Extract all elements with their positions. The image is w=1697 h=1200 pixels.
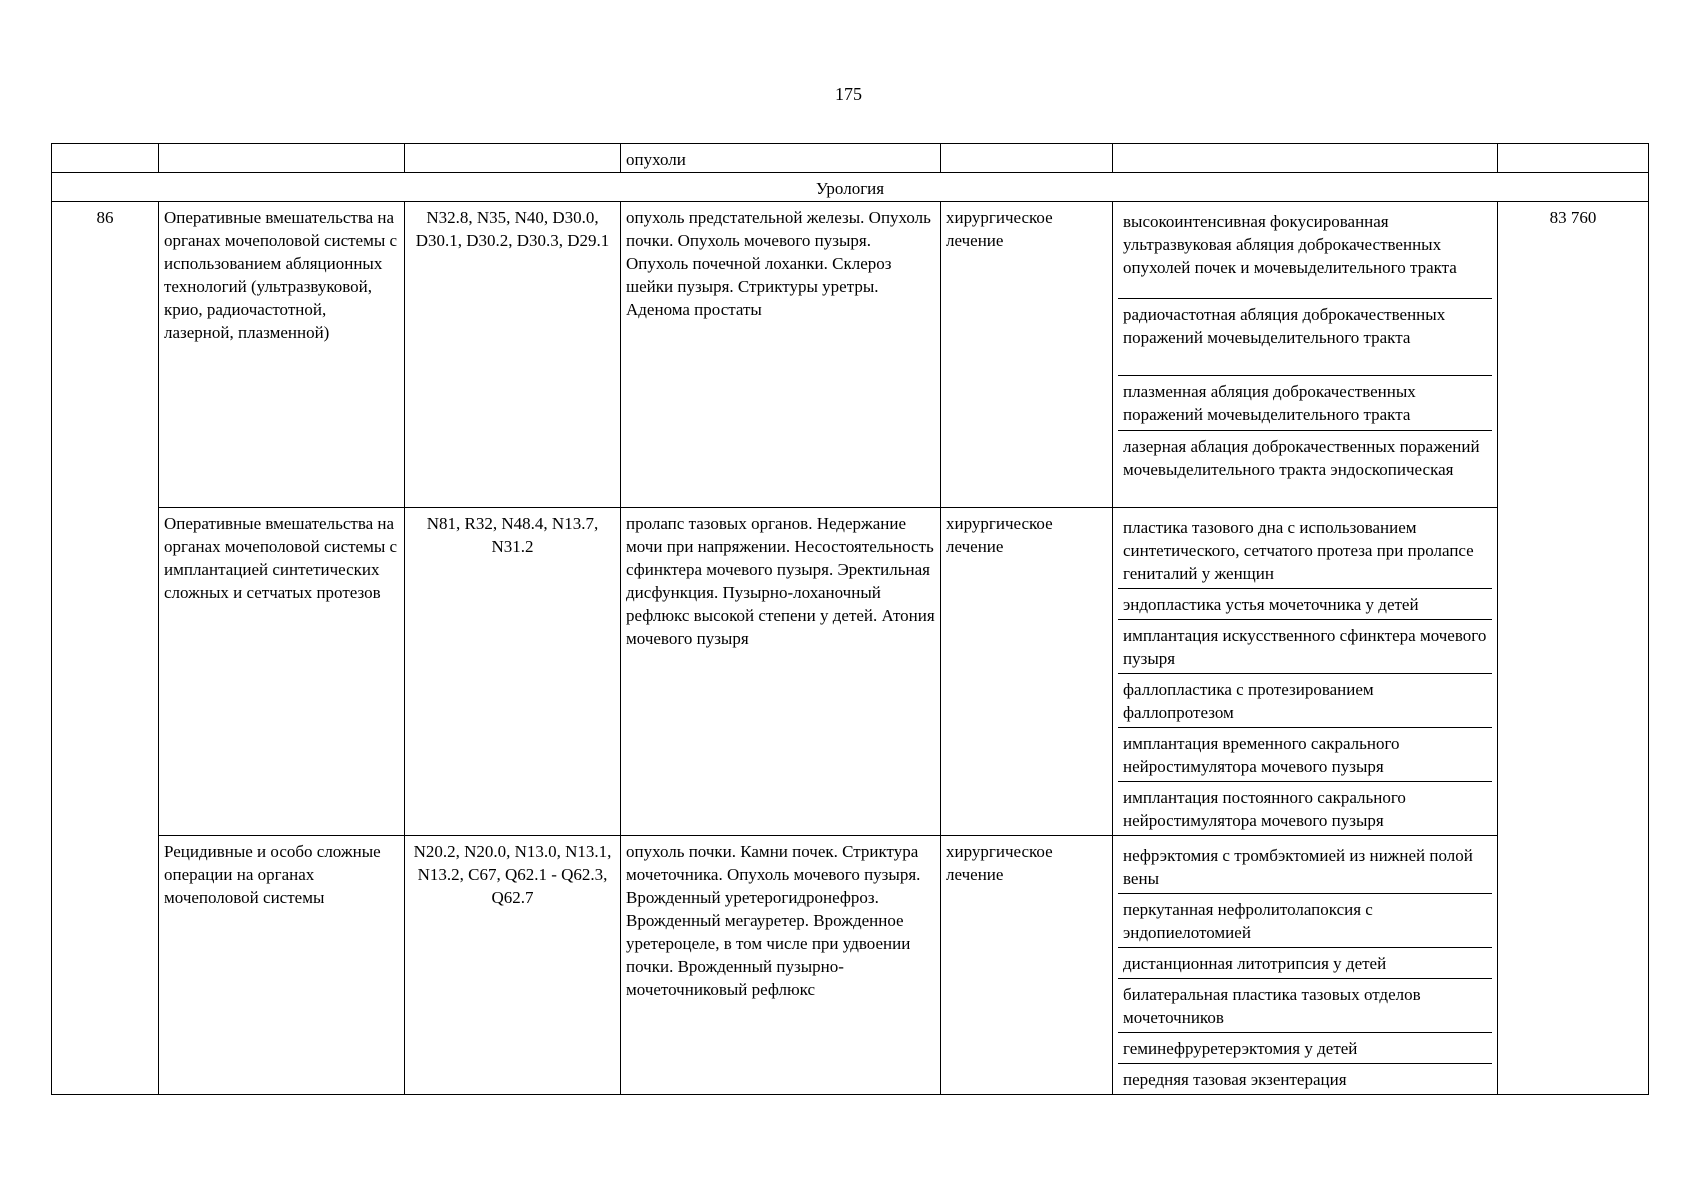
method-item: нефрэктомия с тромбэктомией из нижней полой вены [1118,840,1492,894]
method-item: фаллопластика с протезированием фаллопротезом [1118,674,1492,728]
continuation-row [52,144,1649,173]
icd-codes: N81, R32, N48.4, N13.7, N31.2 [405,508,621,836]
method-item: высокоинтенсивная фокусированная ультразвуковая абляция доброкачественных опухолей почек и мочевыделительного тракта [1118,206,1492,299]
treatment-type: хирургическое лечение [941,508,1113,836]
treatment-methods [1113,508,1498,836]
diagnosis: пролапс тазовых органов. Недержание мочи при напряжении. Несостоятельность сфинктера мочевого пузыря. Эректильная дисфункция. Пузырно-лоханочный рефлюкс высокой степени у детей. Атония мочевого пузыря [621,508,941,836]
diagnosis: опухоль предстательной железы. Опухоль почки. Опухоль мочевого пузыря. Опухоль почечной лоханки. Склероз шейки пузыря. Стриктуры уретры. Аденома простаты [621,202,941,508]
method-item: передняя тазовая экзентерация [1123,1070,1347,1089]
intervention-name: Оперативные вмешательства на органах мочеполовой системы с имплантацией синтетических сложных и сетчатых протезов [159,508,405,836]
treatment-type: хирургическое лечение [941,202,1113,508]
table-row [52,508,1649,836]
diagnosis-cell: опухоли [621,144,941,173]
method-item: геминефруретерэктомия у детей [1118,1033,1492,1064]
method-item: имплантация постоянного сакрального нейростимулятора мочевого пузыря [1123,788,1406,830]
method-item: пластика тазового дна с использованием синтетического, сетчатого протеза при пролапсе гениталий у женщин [1118,512,1492,589]
table-row [52,836,1649,1095]
treatment-methods [1113,836,1498,1095]
method-item: плазменная абляция доброкачественных поражений мочевыделительного тракта [1118,376,1492,431]
method-item: радиочастотная абляция доброкачественных поражений мочевыделительного тракта [1118,299,1492,376]
section-row [52,173,1649,202]
section-title: Урология [52,173,1649,202]
method-item: билатеральная пластика тазовых отделов мочеточников [1118,979,1492,1033]
intervention-name: Рецидивные и особо сложные операции на органах мочеполовой системы [159,836,405,1095]
cost-value: 83 760 [1498,202,1649,1095]
method-item: имплантация временного сакрального нейростимулятора мочевого пузыря [1118,728,1492,782]
page-number: 175 [835,84,862,104]
method-item: дистанционная литотрипсия у детей [1118,948,1492,979]
method-item: перкутанная нефролитолапоксия с эндопиелотомией [1118,894,1492,948]
treatment-type: хирургическое лечение [941,836,1113,1095]
icd-codes: N32.8, N35, N40, D30.0, D30.1, D30.2, D30.3, D29.1 [405,202,621,508]
medical-care-table [51,143,1649,1095]
method-item: эндопластика устья мочеточника у детей [1118,589,1492,620]
icd-codes: N20.2, N20.0, N13.0, N13.1, N13.2, C67, Q62.1 - Q62.3, Q62.7 [405,836,621,1095]
table-row [52,202,1649,508]
intervention-name: Оперативные вмешательства на органах мочеполовой системы с использованием абляционных технологий (ультразвуковой, крио, радиочастотной, лазерной, плазменной) [159,202,405,508]
treatment-methods [1113,202,1498,508]
method-item: лазерная аблация доброкачественных поражений мочевыделительного тракта эндоскопическая [1123,437,1480,479]
group-number: 86 [52,202,159,1095]
method-item: имплантация искусственного сфинктера мочевого пузыря [1118,620,1492,674]
diagnosis: опухоль почки. Камни почек. Стриктура мочеточника. Опухоль мочевого пузыря. Врожденный уретерогидронефроз. Врожденный мегауретер. Врожденное уретероцеле, в том числе при удвоении почки. Врожденный пузырно-мочеточниковый рефлюкс [621,836,941,1095]
